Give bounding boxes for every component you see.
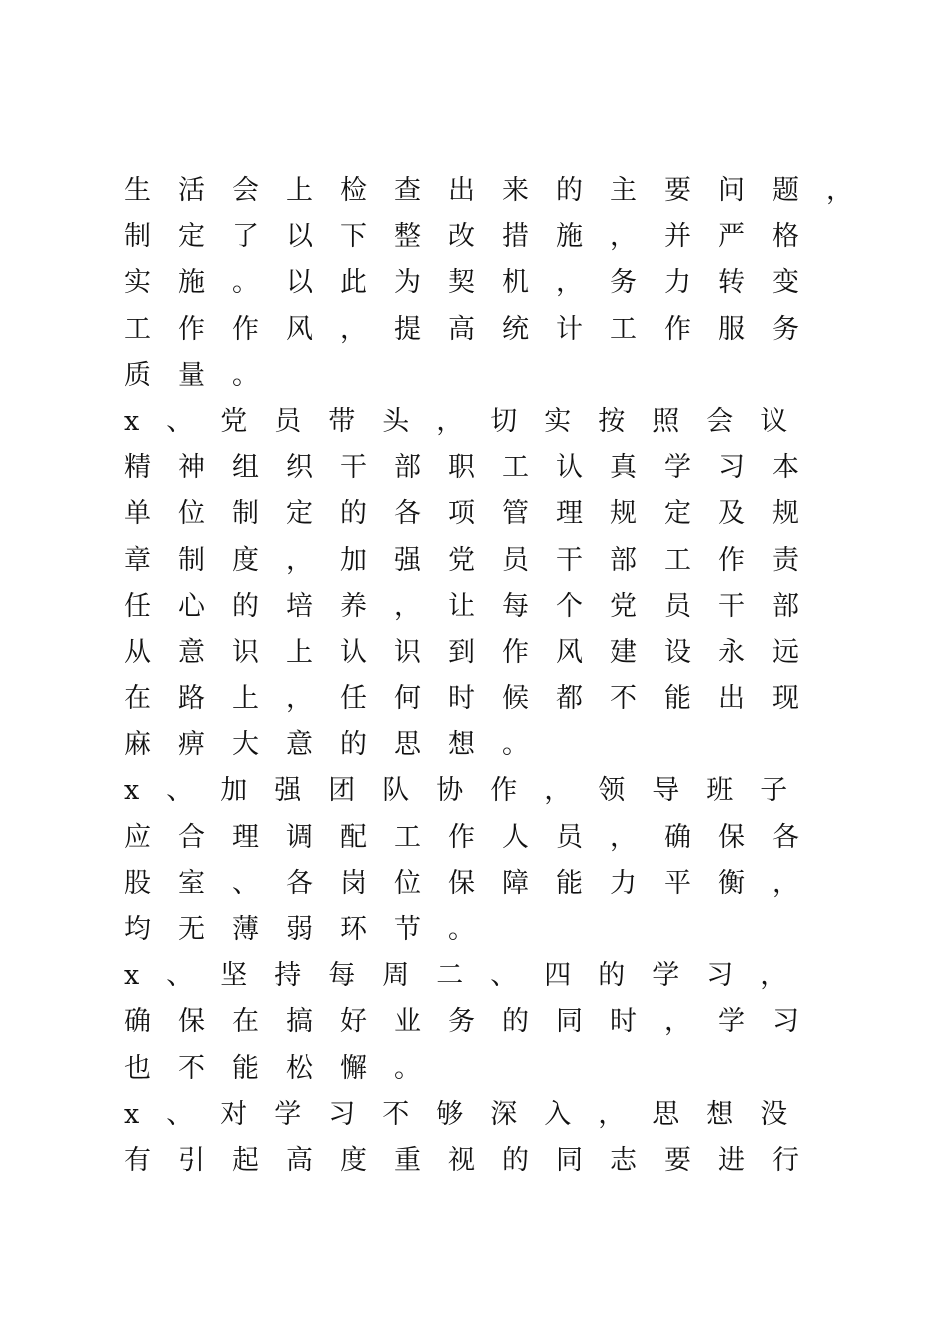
text-line: 生活会上检查出来的主要问题，	[124, 175, 880, 206]
text-line: 也不能松懈。	[124, 1052, 448, 1084]
text-line: 在路上，任何时候都不能出现	[124, 683, 826, 715]
text-line: x、坚持每周二、四的学习，	[124, 960, 815, 992]
text-line: x、对学习不够深入，思想没	[124, 1098, 815, 1130]
text-line: x、加强团队协作，领导班子	[124, 775, 815, 807]
text-line: 股室、各岗位保障能力平衡，	[124, 867, 826, 899]
text-line: 均无薄弱环节。	[124, 914, 502, 945]
body-text	[124, 168, 880, 1184]
text-line: 章制度，加强党员干部工作责	[124, 544, 826, 576]
text-line: 确保在搞好业务的同时，学习	[124, 1006, 826, 1038]
text-line: 实施。以此为契机，务力转变	[124, 267, 826, 299]
text-line: 精神组织干部职工认真学习本	[124, 452, 826, 484]
text-line: 质量。	[124, 359, 286, 391]
text-line: 从意识上认识到作风建设永远	[124, 636, 826, 668]
text-line: 工作作风，提高统计工作服务	[124, 313, 826, 345]
text-line: 单位制定的各项管理规定及规	[124, 498, 826, 530]
text-line: 麻痹大意的思想。	[124, 729, 556, 761]
text-line: 制定了以下整改措施，并严格	[124, 221, 826, 253]
text-line: 任心的培养，让每个党员干部	[124, 590, 826, 622]
text-line: 有引起高度重视的同志要进行	[124, 1144, 826, 1176]
text-line: x、党员带头，切实按照会议	[124, 405, 815, 437]
text-line: 应合理调配工作人员，确保各	[124, 821, 826, 853]
